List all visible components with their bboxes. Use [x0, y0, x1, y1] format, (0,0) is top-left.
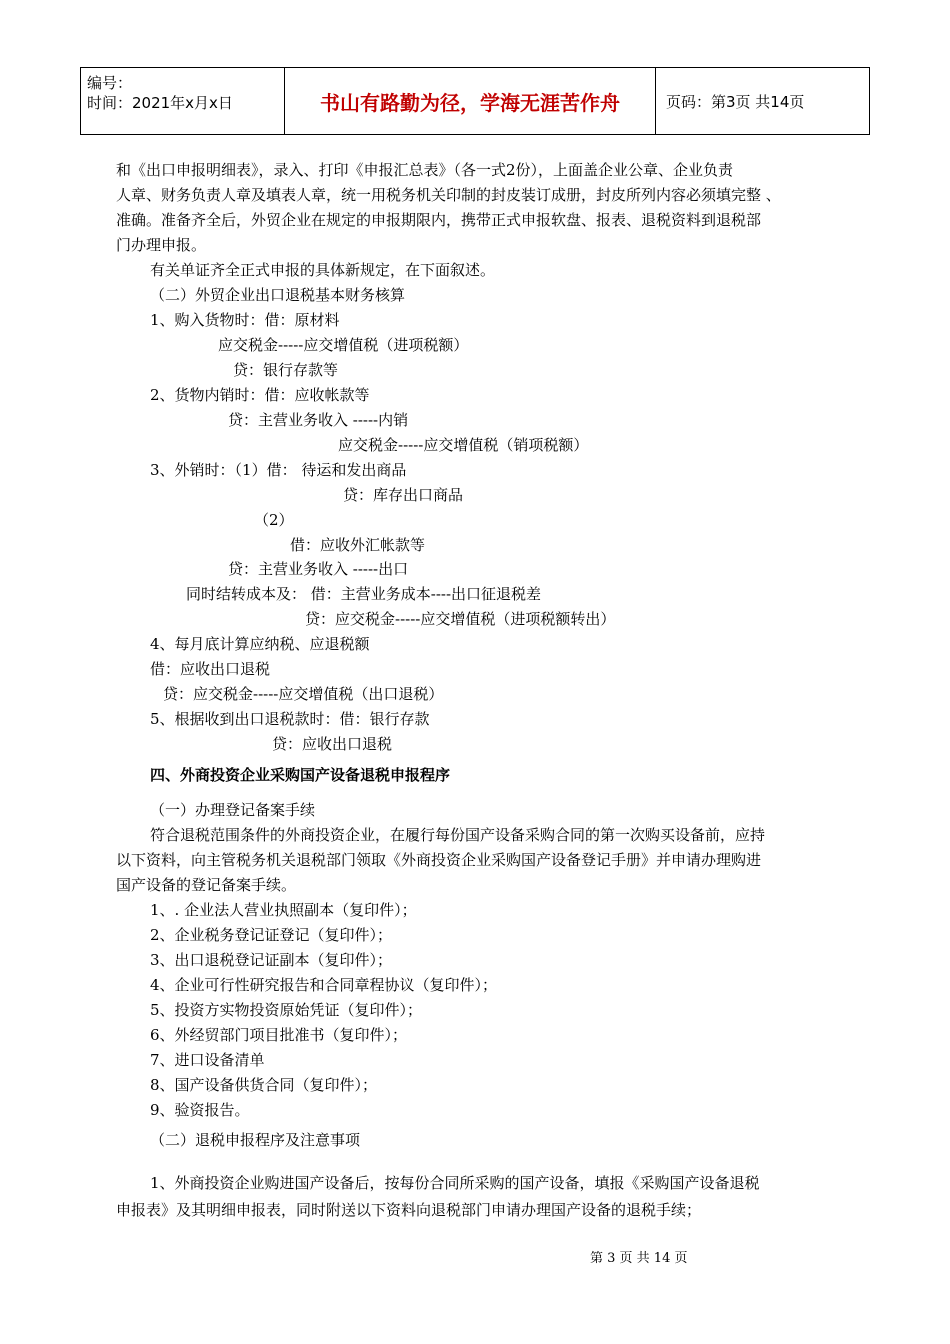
paragraph-line: 1、外商投资企业购进国产设备后，按每份合同所采购的国产设备，填报《采购国产设备退税: [150, 1174, 760, 1192]
header-meta: [81, 68, 285, 134]
paragraph-line: 人章、财务负责人章及填表人章，统一用税务机关印制的封皮装订成册，封皮所列内容必须填完整 、: [116, 186, 781, 204]
paragraph-line: 和《出口申报明细表》，录入、打印《申报汇总表》（各一式2份），上面盖企业公章、企业负责: [116, 161, 734, 179]
doc-date-label: 时间：2021年x月x日: [87, 94, 233, 112]
entry-line: 3、外销时：（1）借： 待运和发出商品: [150, 461, 407, 479]
list-item: 5、投资方实物投资原始凭证（复印件）；: [150, 1001, 423, 1019]
paragraph-line: 以下资料，向主管税务机关退税部门领取《外商投资企业采购国产设备登记手册》并申请办理购进: [116, 851, 762, 869]
doc-number-label: 编号：: [87, 74, 133, 92]
entry-line: 贷：应收出口退税: [272, 735, 393, 753]
entry-line: 借：应收外汇帐款等: [290, 536, 426, 554]
paragraph-line: 符合退税范围条件的外商投资企业，在履行每份国产设备采购合同的第一次购买设备前，应持: [150, 826, 766, 844]
paragraph-line: 准确。准备齐全后，外贸企业在规定的申报期限内，携带正式申报软盘、报表、退税资料到退税部: [116, 211, 762, 229]
list-item: 4、企业可行性研究报告和合同章程协议（复印件）；: [150, 976, 498, 994]
entry-line: 5、根据收到出口退税款时：借：银行存款: [150, 710, 430, 728]
paragraph-line: 有关单证齐全正式申报的具体新规定，在下面叙述。: [150, 261, 496, 279]
entry-line: 2、货物内销时：借：应收帐款等: [150, 386, 370, 404]
page-footer: 第 3 页 共 14 页: [590, 1251, 688, 1266]
paragraph-line: 门办理申报。: [116, 236, 207, 254]
entry-line: 贷：主营业务收入 -----内销: [228, 411, 409, 429]
entry-line: 同时结转成本及： 借：主营业务成本----出口征退税差: [186, 585, 542, 603]
list-item: 2、企业税务登记证登记（复印件）；: [150, 926, 393, 944]
entry-line: 借：应收出口退税: [150, 660, 271, 678]
paragraph-line: 国产设备的登记备案手续。: [116, 876, 297, 894]
header-page-info: 页码：第3页 共14页: [666, 92, 805, 111]
entry-line: 贷：应交税金-----应交增值税（进项税额转出）: [305, 610, 616, 628]
entry-line: （2）: [254, 511, 294, 529]
entry-line: 4、每月底计算应纳税、应退税额: [150, 635, 370, 653]
list-item: 7、进口设备清单: [150, 1051, 265, 1069]
entry-line: 1、购入货物时：借：原材料: [150, 311, 340, 329]
entry-line: 贷：应交税金-----应交增值税（出口退税）: [163, 685, 444, 703]
page-header: [80, 67, 870, 135]
section-heading: （二）退税申报程序及注意事项: [150, 1131, 361, 1149]
chapter-heading: 四、外商投资企业采购国产设备退税申报程序: [150, 766, 451, 784]
entry-line: 贷：库存出口商品: [343, 486, 464, 504]
entry-line: 应交税金-----应交增值税（进项税额）: [218, 336, 469, 354]
list-item: 1、. 企业法人营业执照副本（复印件）；: [150, 901, 417, 919]
entry-line: 贷：银行存款等: [233, 361, 339, 379]
entry-line: 应交税金-----应交增值税（销项税额）: [338, 436, 589, 454]
list-item: 6、外经贸部门项目批准书（复印件）；: [150, 1026, 408, 1044]
list-item: 8、国产设备供货合同（复印件）；: [150, 1076, 378, 1094]
paragraph-line: 申报表》及其明细申报表，同时附送以下资料向退税部门申请办理国产设备的退税手续；: [116, 1201, 702, 1219]
header-motto: 书山有路勤为径，学海无涯苦作舟: [285, 68, 656, 134]
entry-line: 贷：主营业务收入 -----出口: [228, 560, 409, 578]
section-heading: （一）办理登记备案手续: [150, 801, 316, 819]
list-item: 3、出口退税登记证副本（复印件）；: [150, 951, 393, 969]
list-item: 9、验资报告。: [150, 1101, 250, 1119]
section-heading: （二）外贸企业出口退税基本财务核算: [150, 286, 406, 304]
